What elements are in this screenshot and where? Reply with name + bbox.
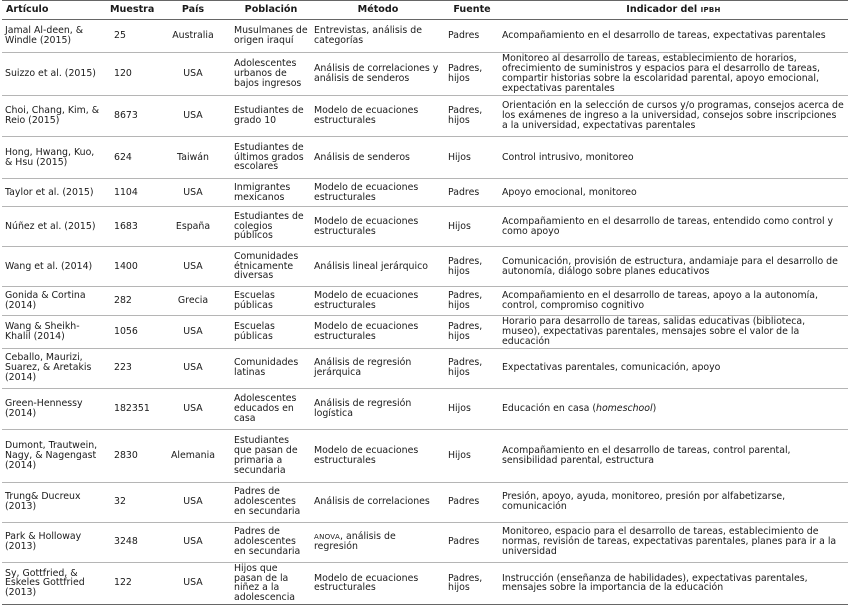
cell-indicador-prefix: Educación en casa ( [502, 402, 596, 414]
header-indicador [499, 1, 848, 20]
cell-pais: USA [155, 562, 231, 605]
cell-articulo: Núñez et al. (2015) [2, 207, 106, 247]
table-row [2, 247, 848, 287]
cell-metodo: Análisis de correlaciones [311, 482, 445, 522]
cell-poblacion: Estudiantes de grado 10 [231, 96, 311, 137]
cell-indicador [499, 388, 848, 429]
cell-indicador-italic: homeschool [596, 402, 653, 414]
cell-pais: Grecia [155, 287, 231, 316]
cell-articulo: Sy, Gottfried, & Eskeles Gottfried (2013) [2, 562, 106, 605]
cell-metodo: Modelo de ecuaciones estructurales [311, 287, 445, 316]
cell-articulo: Suizzo et al. (2015) [2, 53, 106, 96]
cell-poblacion: Inmigrantes mexicanos [231, 179, 311, 207]
cell-articulo: Taylor et al. (2015) [2, 179, 106, 207]
table-row [2, 562, 848, 605]
cell-pais: Australia [155, 20, 231, 53]
cell-indicador: Presión, apoyo, ayuda, monitoreo, presión por alfabetizarse, comunicación [499, 482, 848, 522]
table-row [2, 482, 848, 522]
cell-indicador: Monitoreo al desarrollo de tareas, establecimiento de horarios, ofrecimiento de suministros y espacios para el desarrollo de tareas, compartir historias sobre la escolaridad parental, apoyo emocional, expectativas parentales [499, 53, 848, 96]
cell-articulo: Dumont, Trautwein, Nagy, & Nagengast (2014) [2, 429, 106, 482]
cell-poblacion: Hijos que pasan de la niñez a la adolescencia [231, 562, 311, 605]
cell-metodo-rest: , análisis de regresión [314, 531, 396, 553]
cell-fuente: Padres, hijos [445, 562, 499, 605]
cell-articulo: Green-Hennessy (2014) [2, 388, 106, 429]
cell-fuente: Padres, hijos [445, 96, 499, 137]
cell-indicador: Acompañamiento en el desarrollo de tareas, expectativas parentales [499, 20, 848, 53]
cell-articulo: Gonida & Cortina (2014) [2, 287, 106, 316]
header-row [2, 1, 848, 20]
cell-pais: USA [155, 482, 231, 522]
cell-articulo: Park & Holloway (2013) [2, 522, 106, 562]
table-row [2, 388, 848, 429]
cell-fuente: Hijos [445, 429, 499, 482]
cell-poblacion: Comunidades étnicamente diversas [231, 247, 311, 287]
cell-fuente: Padres, hijos [445, 316, 499, 349]
cell-fuente: Hijos [445, 388, 499, 429]
cell-pais: USA [155, 247, 231, 287]
cell-indicador-suffix: ) [652, 402, 657, 414]
cell-muestra: 3248 [106, 522, 155, 562]
cell-articulo: Hong, Hwang, Kuo, & Hsu (2015) [2, 137, 106, 179]
cell-indicador: Orientación en la selección de cursos y/o programas, consejos acerca de los exámenes de ingreso a la universidad, consejos sobre inscripciones a la universidad, expectativas parentales [499, 96, 848, 137]
table-row [2, 522, 848, 562]
table-row [2, 316, 848, 349]
cell-poblacion: Escuelas públicas [231, 316, 311, 349]
cell-poblacion: Adolescentes educados en casa [231, 388, 311, 429]
cell-fuente: Padres [445, 20, 499, 53]
cell-muestra: 1056 [106, 316, 155, 349]
cell-articulo: Ceballo, Maurizi, Suarez, & Aretakis (2014) [2, 348, 106, 388]
cell-fuente: Padres, hijos [445, 53, 499, 96]
cell-muestra: 120 [106, 53, 155, 96]
cell-fuente: Padres, hijos [445, 348, 499, 388]
cell-pais: USA [155, 53, 231, 96]
cell-metodo [311, 522, 445, 562]
cell-pais: USA [155, 348, 231, 388]
table-row [2, 53, 848, 96]
cell-metodo: Análisis de correlaciones y análisis de senderos [311, 53, 445, 96]
cell-poblacion: Escuelas públicas [231, 287, 311, 316]
cell-poblacion: Adolescentes urbanos de bajos ingresos [231, 53, 311, 96]
cell-indicador: Acompañamiento en el desarrollo de tareas, apoyo a la autonomía, control, compromiso cognitivo [499, 287, 848, 316]
cell-metodo: Modelo de ecuaciones estructurales [311, 96, 445, 137]
cell-metodo: Análisis lineal jerárquico [311, 247, 445, 287]
cell-fuente: Padres, hijos [445, 287, 499, 316]
cell-metodo: Modelo de ecuaciones estructurales [311, 429, 445, 482]
table-row [2, 207, 848, 247]
cell-pais: USA [155, 388, 231, 429]
table-row [2, 96, 848, 137]
cell-poblacion: Estudiantes de colegios públicos [231, 207, 311, 247]
cell-pais: Alemania [155, 429, 231, 482]
cell-indicador: Acompañamiento en el desarrollo de tareas, entendido como control y como apoyo [499, 207, 848, 247]
table-row [2, 287, 848, 316]
cell-muestra: 2830 [106, 429, 155, 482]
header-indicador-abbr: IPBH [700, 5, 721, 14]
cell-poblacion: Estudiantes de últimos grados escolares [231, 137, 311, 179]
header-fuente: Fuente [445, 1, 499, 20]
header-poblacion: Población [231, 1, 311, 20]
cell-pais: USA [155, 179, 231, 207]
cell-pais: Taiwán [155, 137, 231, 179]
cell-muestra: 25 [106, 20, 155, 53]
table-row [2, 20, 848, 53]
cell-muestra: 182351 [106, 388, 155, 429]
cell-indicador: Expectativas parentales, comunicación, apoyo [499, 348, 848, 388]
cell-poblacion: Padres de adolescentes en secundaria [231, 522, 311, 562]
cell-metodo: Análisis de regresión jerárquica [311, 348, 445, 388]
cell-indicador: Comunicación, provisión de estructura, andamiaje para el desarrollo de autonomía, diálogo sobre planes educativos [499, 247, 848, 287]
cell-muestra: 223 [106, 348, 155, 388]
cell-indicador: Acompañamiento en el desarrollo de tareas, control parental, sensibilidad parental, estructura [499, 429, 848, 482]
cell-fuente: Padres [445, 179, 499, 207]
cell-articulo: Choi, Chang, Kim, & Reio (2015) [2, 96, 106, 137]
cell-indicador: Horario para desarrollo de tareas, salidas educativas (biblioteca, museo), expectativas parentales, mensajes sobre el valor de la educación [499, 316, 848, 349]
header-pais: País [155, 1, 231, 20]
cell-fuente: Padres, hijos [445, 247, 499, 287]
cell-muestra: 1683 [106, 207, 155, 247]
cell-muestra: 32 [106, 482, 155, 522]
cell-muestra: 8673 [106, 96, 155, 137]
cell-fuente: Padres [445, 522, 499, 562]
cell-poblacion: Comunidades latinas [231, 348, 311, 388]
header-articulo: Artículo [2, 1, 106, 20]
cell-muestra: 1104 [106, 179, 155, 207]
cell-articulo: Wang et al. (2014) [2, 247, 106, 287]
header-metodo: Método [311, 1, 445, 20]
header-indicador-label: Indicador del [626, 3, 698, 15]
studies-table [2, 0, 848, 605]
cell-poblacion: Padres de adolescentes en secundaria [231, 482, 311, 522]
table-row [2, 429, 848, 482]
cell-metodo-abbr: ANOVA [314, 533, 341, 542]
cell-metodo: Modelo de ecuaciones estructurales [311, 207, 445, 247]
table-row [2, 137, 848, 179]
cell-metodo: Modelo de ecuaciones estructurales [311, 179, 445, 207]
cell-fuente: Hijos [445, 207, 499, 247]
cell-metodo: Análisis de regresión logística [311, 388, 445, 429]
cell-pais: USA [155, 522, 231, 562]
cell-muestra: 282 [106, 287, 155, 316]
cell-indicador: Instrucción (enseñanza de habilidades), expectativas parentales, mensajes sobre la importancia de la educación [499, 562, 848, 605]
cell-indicador: Apoyo emocional, monitoreo [499, 179, 848, 207]
cell-metodo: Modelo de ecuaciones estructurales [311, 562, 445, 605]
cell-pais: USA [155, 96, 231, 137]
cell-poblacion: Estudiantes que pasan de primaria a secundaria [231, 429, 311, 482]
cell-muestra: 122 [106, 562, 155, 605]
cell-pais: USA [155, 316, 231, 349]
header-muestra: Muestra [106, 1, 155, 20]
cell-fuente: Hijos [445, 137, 499, 179]
cell-pais: España [155, 207, 231, 247]
cell-articulo: Trung& Ducreux (2013) [2, 482, 106, 522]
table-row [2, 348, 848, 388]
cell-indicador: Control intrusivo, monitoreo [499, 137, 848, 179]
table-row [2, 179, 848, 207]
cell-metodo: Modelo de ecuaciones estructurales [311, 316, 445, 349]
cell-poblacion: Musulmanes de origen iraquí [231, 20, 311, 53]
cell-articulo: Jamal Al-deen, & Windle (2015) [2, 20, 106, 53]
cell-indicador: Monitoreo, espacio para el desarrollo de tareas, establecimiento de normas, revisión de tareas, expectativas parentales, planes para ir a la universidad [499, 522, 848, 562]
cell-fuente: Padres [445, 482, 499, 522]
cell-muestra: 1400 [106, 247, 155, 287]
cell-metodo: Entrevistas, análisis de categorías [311, 20, 445, 53]
cell-metodo: Análisis de senderos [311, 137, 445, 179]
cell-muestra: 624 [106, 137, 155, 179]
cell-articulo: Wang & Sheikh-Khalil (2014) [2, 316, 106, 349]
